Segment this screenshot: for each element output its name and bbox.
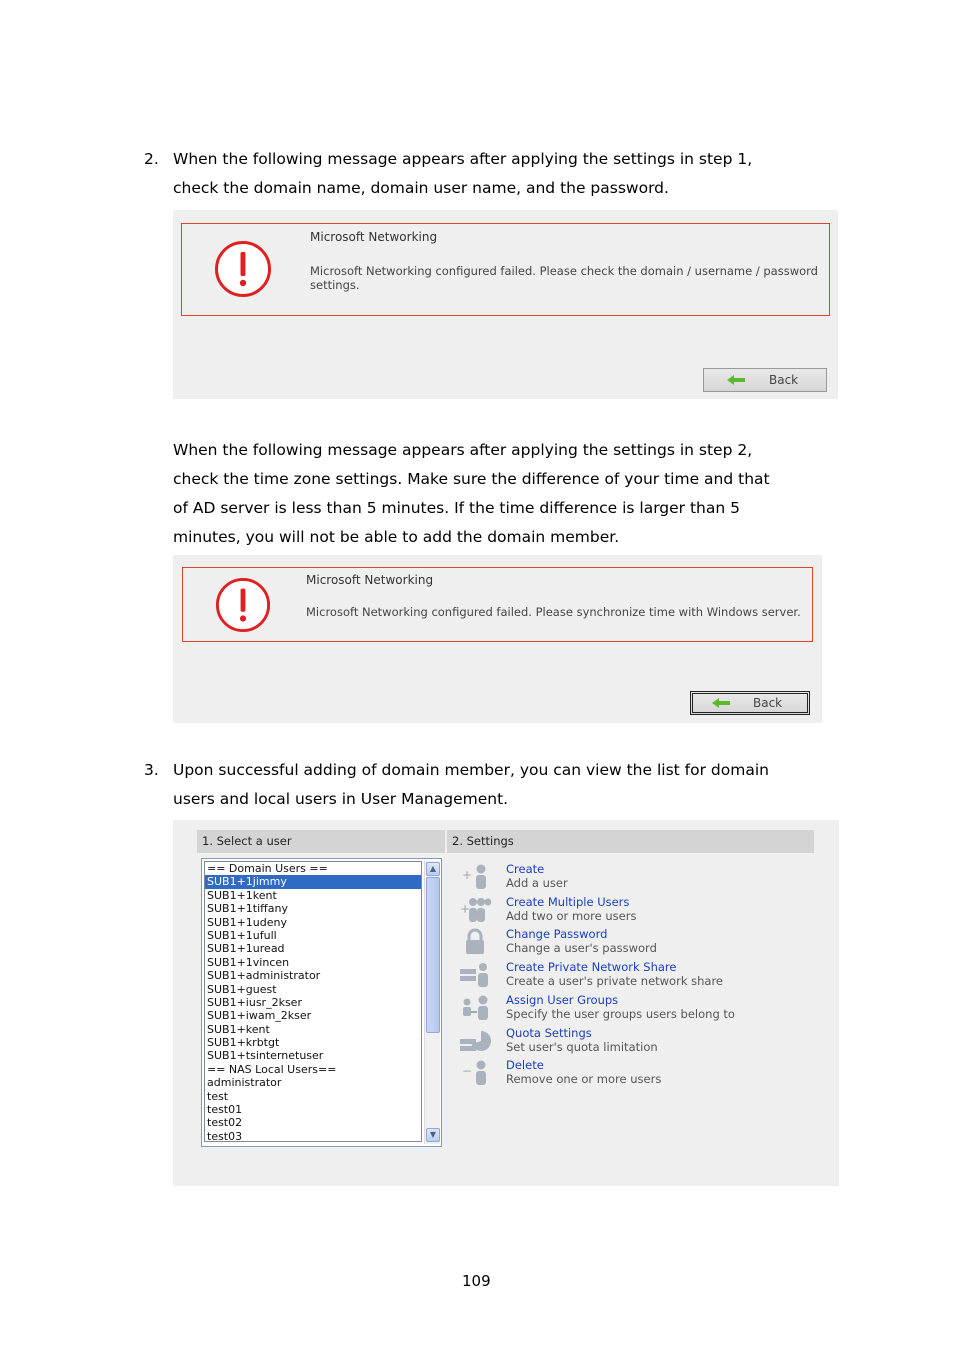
user-list-item[interactable]: SUB1+tsinternetuser	[207, 1049, 324, 1063]
settings-item-create-private-network-share[interactable]	[459, 960, 819, 990]
error-icon	[215, 577, 271, 633]
user-list-item[interactable]: SUB1+krbtgt	[207, 1036, 280, 1050]
para2-line4: minutes, you will not be able to add the domain member.	[173, 528, 620, 546]
para2-line2: check the time zone settings. Make sure the difference of your time and that	[173, 470, 770, 488]
user-list-item[interactable]: SUB1+1uread	[207, 942, 285, 956]
error-icon	[214, 240, 272, 298]
settings-item-assign-user-groups[interactable]	[459, 993, 819, 1023]
settings-header: 2. Settings	[447, 830, 814, 853]
settings-link[interactable]: Quota Settings	[506, 1025, 592, 1040]
user-list-item[interactable]: SUB1+1vincen	[207, 955, 290, 969]
settings-item-delete[interactable]	[459, 1058, 819, 1088]
user-list-item[interactable]: SUB1+administrator	[207, 969, 321, 983]
quota-icon	[459, 1027, 491, 1055]
step2-line1: When the following message appears after applying the settings in step 1,	[173, 150, 753, 168]
back-button[interactable]	[690, 691, 810, 715]
settings-description: Add two or more users	[506, 908, 637, 923]
settings-link[interactable]: Change Password	[506, 927, 608, 942]
settings-item-create-multiple-users[interactable]	[459, 895, 819, 925]
settings-link[interactable]: Create	[506, 862, 545, 876]
settings-link[interactable]: Create Private Network Share	[506, 960, 677, 975]
step-number: 3.	[144, 761, 159, 779]
back-arrow-icon	[726, 374, 746, 386]
settings-description: Add a user	[506, 876, 568, 890]
list-scrollbar[interactable]	[424, 861, 440, 1144]
settings-list	[459, 862, 819, 1102]
user-list-item[interactable]: test01	[207, 1103, 243, 1117]
settings-description: Remove one or more users	[506, 1072, 662, 1087]
settings-description: Change a user's password	[506, 941, 657, 956]
dialog-message: Microsoft Networking configured failed. Please synchronize time with Windows server.	[306, 605, 801, 619]
step-number: 2.	[144, 150, 159, 168]
scroll-down-icon[interactable]: ▼	[426, 1128, 440, 1142]
user-listbox[interactable]	[201, 858, 442, 1147]
error-dialog-screenshot-2	[173, 555, 822, 723]
settings-item-create[interactable]	[459, 862, 819, 892]
user-list-item[interactable]: SUB1+1kent	[207, 888, 277, 902]
back-button-label: Back	[769, 373, 799, 387]
user-list-item[interactable]: SUB1+1jimmy	[205, 875, 421, 888]
user-list-item[interactable]: test03	[207, 1129, 243, 1142]
settings-description: Set user's quota limitation	[506, 1039, 658, 1054]
user-management-screenshot	[173, 820, 839, 1186]
dialog-message-cont: settings.	[310, 278, 360, 292]
dialog-title: Microsoft Networking	[310, 230, 438, 244]
user-list-item[interactable]: SUB1+guest	[207, 982, 277, 996]
settings-description: Specify the user groups users belong to	[506, 1006, 735, 1021]
select-user-header: 1. Select a user	[197, 830, 445, 853]
lock-icon	[459, 928, 491, 956]
create-multiple-users-icon	[459, 896, 491, 924]
user-list-item[interactable]: == NAS Local Users==	[207, 1062, 337, 1076]
user-list-item[interactable]: test	[207, 1089, 229, 1103]
dialog-message: Microsoft Networking configured failed. Please check the domain / username / password	[310, 264, 818, 278]
step3-line1: Upon successful adding of domain member, you can view the list for domain	[173, 761, 769, 779]
user-list-item[interactable]: SUB1+1ufull	[207, 928, 277, 942]
back-button-label: Back	[753, 696, 783, 710]
page-number: 109	[462, 1272, 491, 1290]
settings-link[interactable]: Create Multiple Users	[506, 894, 630, 909]
para2-line1: When the following message appears after applying the settings in step 2,	[173, 441, 753, 459]
settings-item-change-password[interactable]	[459, 927, 819, 957]
scroll-thumb[interactable]	[426, 877, 440, 1033]
user-list-item[interactable]: SUB1+kent	[207, 1022, 270, 1036]
para2-line3: of AD server is less than 5 minutes. If the time difference is larger than 5	[173, 499, 740, 517]
dialog-title: Microsoft Networking	[306, 573, 434, 587]
back-arrow-icon	[711, 697, 731, 709]
user-list-item[interactable]: SUB1+iusr_2kser	[207, 995, 302, 1009]
delete-user-icon	[459, 1059, 491, 1087]
scroll-up-icon[interactable]: ▲	[426, 862, 440, 876]
error-message-box	[182, 567, 813, 642]
user-list-item[interactable]: == Domain Users ==	[207, 862, 328, 875]
error-dialog-screenshot	[173, 210, 838, 399]
error-message-box	[181, 223, 830, 316]
user-list-item[interactable]: test02	[207, 1116, 243, 1130]
user-groups-icon	[459, 994, 491, 1022]
back-button[interactable]	[703, 368, 827, 392]
svg-text:+: +	[462, 868, 473, 882]
settings-description: Create a user's private network share	[506, 974, 724, 989]
settings-link[interactable]: Assign User Groups	[506, 992, 619, 1007]
user-list-item[interactable]: SUB1+1tiffany	[207, 902, 288, 916]
user-list	[204, 861, 422, 1142]
svg-text:−: −	[462, 1064, 473, 1079]
settings-link[interactable]: Delete	[506, 1058, 544, 1073]
step2-line2: check the domain name, domain user name, and the password.	[173, 179, 669, 197]
svg-text:+: +	[460, 901, 471, 916]
create-user-icon	[459, 863, 491, 891]
private-share-icon	[459, 961, 491, 989]
user-list-item[interactable]: SUB1+1udeny	[207, 915, 287, 929]
step3-line2: users and local users in User Management.	[173, 790, 509, 808]
user-list-item[interactable]: SUB1+iwam_2kser	[207, 1009, 312, 1023]
user-list-item[interactable]: administrator	[207, 1076, 282, 1090]
settings-item-quota-settings[interactable]	[459, 1026, 819, 1056]
